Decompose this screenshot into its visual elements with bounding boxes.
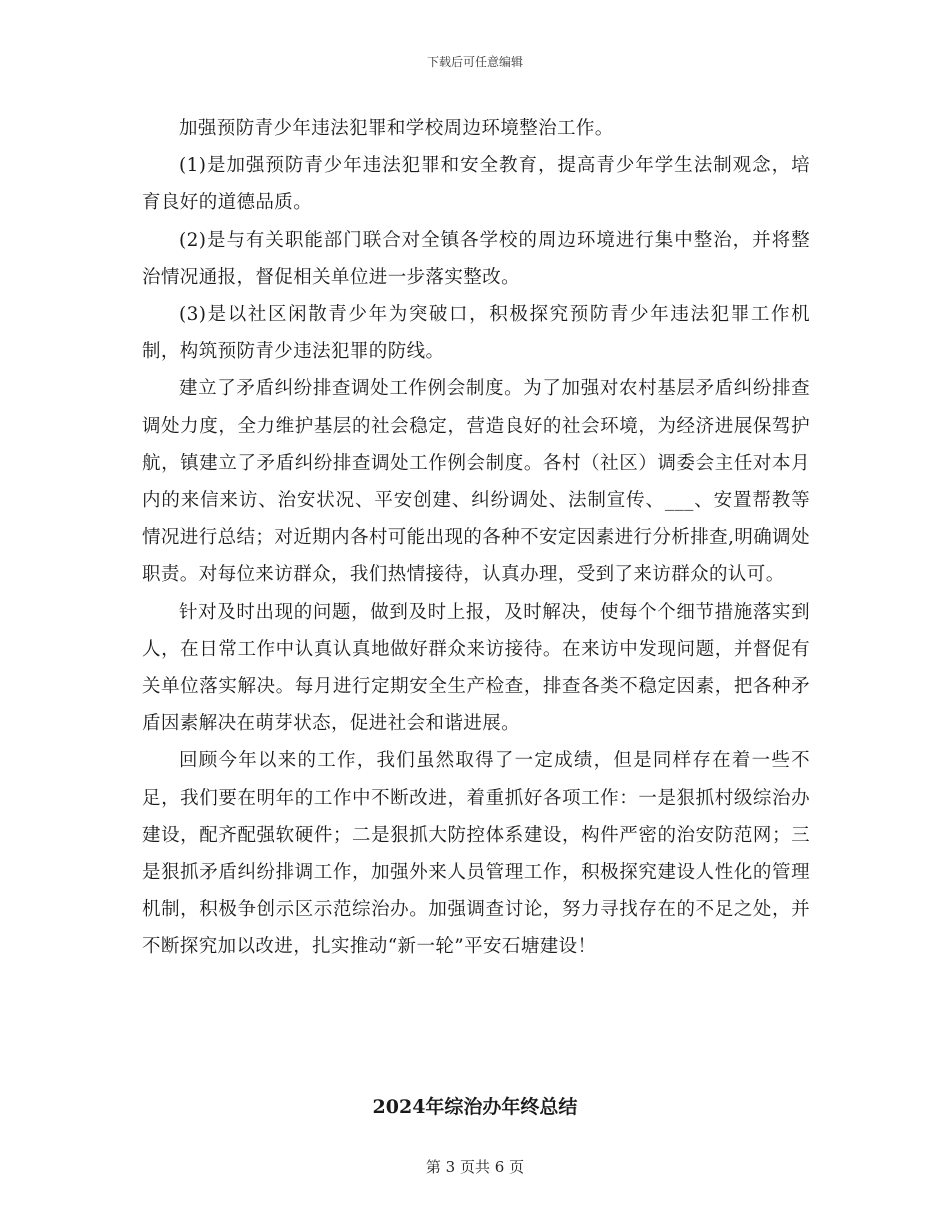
paragraph-7: 回顾今年以来的工作，我们虽然取得了一定成绩，但是同样存在着一些不足，我们要在明年的工作中不断改进，着重抓好各项工作：一是狠抓村级综治办建设，配齐配强软硬件；二是狠抓大防控体系建设，构件严密的治安防范网；三是狠抓矛盾纠纷排调工作，加强外来人员管理工作，积极探究建设人性化的管理机制，积极争创示区示范综治办。加强调查讨论，努力寻找存在的不足之处，并不断探究加以改进，扎实推动“新一轮”平安石塘建设！	[142, 750, 810, 958]
document-body	[142, 110, 810, 966]
page-footer: 第 3 页共 6 页	[425, 1158, 525, 1176]
paragraph-1: 加强预防青少年违法犯罪和学校周边环境整治工作。	[179, 118, 614, 139]
paragraph-5: 建立了矛盾纠纷排查调处工作例会制度。为了加强对农村基层矛盾纠纷排查调处力度，全力维护基层的社会稳定，营造良好的社会环境，为经济进展保驾护航，镇建立了矛盾纠纷排查调处工作例会制度。各村（社区）调委会主任对本月内的来信来访、治安状况、平安创建、纠纷调处、法制宣传、___、安置帮教等情况进行总结；对近期内各村可能出现的各种不安定因素进行分析排查,明确调处职责。对每位来访群众，我们热情接待，认真办理，受到了来访群众的认可。	[142, 378, 810, 586]
paragraph-3: (2)是与有关职能部门联合对全镇各学校的周边环境进行集中整治，并将整治情况通报，督促相关单位进一步落实整改。	[142, 229, 810, 288]
paragraph-6: 针对及时出现的问题，做到及时上报，及时解决，使每个个细节措施落实到人，在日常工作中认真认真地做好群众来访接待。在来访中发现问题，并督促有关单位落实解决。每月进行定期安全生产检查，排查各类不稳定因素，把各种矛盾因素解决在萌芽状态，促进社会和谐进展。	[142, 601, 810, 735]
page-header: 下载后可任意编辑	[426, 55, 523, 69]
document-title: 2024年综治办年终总结	[372, 1096, 578, 1118]
paragraph-2: (1)是加强预防青少年违法犯罪和安全教育，提高青少年学生法制观念，培育良好的道德品质。	[142, 155, 810, 214]
paragraph-4: (3)是以社区闲散青少年为突破口，积极探究预防青少年违法犯罪工作机制，构筑预防青少违法犯罪的防线。	[142, 304, 810, 363]
